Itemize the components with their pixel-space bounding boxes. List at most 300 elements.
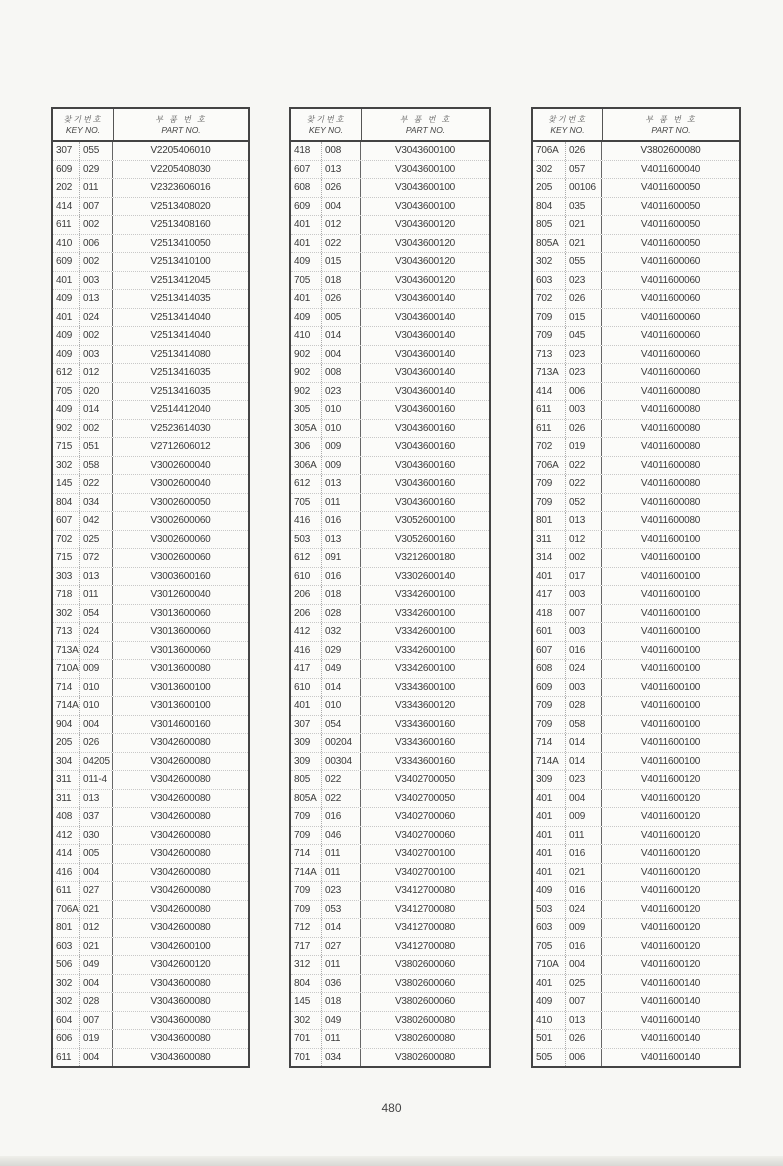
key-no-cell (291, 938, 361, 956)
table-body (533, 142, 739, 1066)
key-no-cell (291, 660, 361, 678)
key-no-cell (53, 568, 113, 586)
key-no-item: 011 (83, 589, 99, 600)
key-no-cell (53, 642, 113, 660)
key-no-cell (533, 346, 602, 364)
part-no-cell: V2513414040 (150, 311, 211, 323)
key-no-item: 012 (325, 219, 342, 230)
key-no-group: 603 (53, 938, 80, 956)
key-no-group: 401 (291, 235, 322, 253)
key-no-cell (291, 383, 361, 401)
table-row (53, 198, 248, 217)
key-no-cell (533, 605, 602, 623)
key-no-item: 023 (569, 274, 586, 286)
key-no-item: 014 (83, 404, 100, 415)
table-body (291, 142, 489, 1066)
key-no-item: 010 (83, 700, 100, 711)
key-no-item: 027 (325, 940, 342, 952)
key-no-item: 028 (325, 607, 342, 619)
part-no-cell: V3042600080 (150, 922, 211, 933)
key-no-item: 006 (569, 1051, 586, 1063)
key-no-item: 019 (83, 1033, 100, 1044)
key-no-cell (291, 919, 361, 937)
part-no-header-kr: 부 품 번 호 (645, 114, 697, 124)
key-no-group: 713 (533, 346, 566, 364)
table-row (533, 790, 739, 809)
table-row (291, 716, 489, 735)
table-row (291, 938, 489, 957)
key-no-group: 205 (533, 179, 566, 197)
key-no-item: 032 (325, 626, 342, 637)
table-row (291, 753, 489, 772)
part-no-cell: V4011600060 (640, 330, 701, 341)
table-row (291, 790, 489, 809)
key-no-cell (53, 1049, 113, 1067)
table-row (291, 401, 489, 420)
key-no-cell (53, 383, 113, 401)
table-row (53, 864, 248, 883)
table-row (291, 420, 489, 439)
part-no-cell: V4011600140 (640, 1014, 701, 1026)
key-no-group: 409 (533, 993, 566, 1011)
table-row (533, 198, 739, 217)
part-no-cell: V4011600080 (640, 496, 701, 508)
part-no-cell: V3043600140 (394, 311, 456, 323)
part-no-cell: V3343600120 (394, 700, 456, 711)
key-no-cell (291, 605, 361, 623)
table-body (53, 142, 248, 1066)
part-no-cell: V2514412040 (150, 404, 211, 415)
key-no-item: 049 (325, 663, 342, 674)
key-no-group: 410 (533, 1012, 566, 1030)
part-no-cell: V2513410100 (150, 256, 211, 267)
key-no-cell (53, 290, 113, 308)
part-no-cell: V3402700050 (394, 792, 456, 804)
key-no-cell (53, 438, 113, 456)
key-no-item: 020 (83, 385, 100, 397)
key-no-group: 702 (533, 438, 566, 456)
part-no-cell: V3302600140 (394, 570, 456, 582)
table-row (53, 179, 248, 198)
key-no-item: 013 (569, 515, 586, 526)
key-no-cell (533, 549, 602, 567)
part-no-cell: V3402700060 (394, 811, 456, 822)
table-row (533, 1012, 739, 1031)
part-no-cell: V4011600100 (640, 589, 701, 600)
part-no-cell: V2523614030 (150, 422, 211, 434)
table-row (533, 346, 739, 365)
table-row (291, 568, 489, 587)
key-no-item: 026 (569, 422, 586, 434)
table-row (291, 512, 489, 531)
key-no-item: 007 (83, 200, 100, 212)
key-no-item: 012 (569, 533, 586, 545)
table-row (533, 734, 739, 753)
key-no-cell (291, 975, 361, 993)
part-no-cell: V3003600160 (150, 570, 211, 582)
part-no-cell: V3002600060 (150, 515, 211, 526)
key-no-item: 004 (325, 348, 342, 360)
key-no-group: 501 (533, 1030, 566, 1048)
part-no-cell: V3002600040 (150, 459, 211, 471)
key-no-group: 705 (53, 383, 80, 401)
table-row (291, 327, 489, 346)
part-no-cell: V2323606016 (150, 182, 211, 193)
key-no-item: 055 (83, 145, 100, 156)
table-row (53, 309, 248, 328)
key-no-item: 042 (83, 515, 100, 526)
key-no-item: 037 (83, 811, 100, 822)
key-no-cell (291, 235, 361, 253)
key-no-group: 145 (53, 475, 80, 493)
key-no-group: 409 (291, 309, 322, 327)
part-no-cell: V2513414080 (150, 348, 211, 360)
key-no-item: 091 (325, 552, 342, 563)
part-no-cell: V3013600100 (150, 700, 211, 711)
part-no-cell: V3013600060 (150, 626, 211, 637)
key-no-cell (291, 679, 361, 697)
key-no-cell (533, 586, 602, 604)
key-no-item: 021 (569, 237, 586, 249)
key-no-group: 706A (53, 901, 80, 919)
key-no-group: 309 (291, 753, 322, 771)
key-no-cell (291, 753, 361, 771)
key-no-cell (53, 919, 113, 937)
key-no-item: 007 (569, 996, 586, 1007)
table-row (533, 1049, 739, 1067)
key-no-cell (533, 882, 602, 900)
table-row (291, 771, 489, 790)
key-no-item: 011 (569, 829, 585, 841)
key-no-item: 022 (325, 237, 342, 249)
part-no-cell: V3343600100 (394, 681, 456, 693)
part-no-cell: V4011600060 (640, 293, 701, 304)
key-no-cell (533, 901, 602, 919)
part-no-cell: V3342600100 (394, 644, 456, 656)
key-no-cell (53, 697, 113, 715)
table-row (53, 975, 248, 994)
key-no-group: 418 (533, 605, 566, 623)
table-row (53, 882, 248, 901)
key-no-group: 805 (291, 771, 322, 789)
key-no-group: 401 (533, 790, 566, 808)
part-no-header-en: PART NO. (651, 124, 691, 135)
key-no-group: 418 (291, 142, 322, 160)
part-no-cell: V4011600080 (640, 515, 701, 526)
key-no-item: 002 (83, 330, 100, 341)
key-no-cell (533, 531, 602, 549)
table-row (533, 568, 739, 587)
key-no-item: 002 (83, 256, 100, 267)
key-no-item: 055 (569, 256, 586, 267)
scan-edge (0, 1156, 783, 1166)
key-no-group: 414 (53, 845, 80, 863)
key-no-group: 409 (53, 401, 80, 419)
key-no-item: 009 (325, 459, 342, 471)
key-no-cell (291, 901, 361, 919)
key-no-item: 006 (83, 237, 100, 249)
part-no-cell: V3043600080 (150, 1051, 211, 1063)
part-no-cell: V4011600060 (640, 256, 701, 267)
key-no-cell (533, 216, 602, 234)
key-no-item: 004 (83, 718, 100, 730)
key-no-cell (291, 697, 361, 715)
table-row (53, 605, 248, 624)
part-no-cell: V3042600080 (150, 792, 211, 804)
key-no-cell (291, 346, 361, 364)
key-no-group: 805A (533, 235, 566, 253)
key-no-cell (53, 198, 113, 216)
part-no-cell: V4011600100 (640, 755, 701, 767)
key-no-cell (291, 198, 361, 216)
key-no-cell (533, 438, 602, 456)
key-no-group: 902 (53, 420, 80, 438)
table-row (533, 808, 739, 827)
table-row (53, 290, 248, 309)
table-row (533, 272, 739, 291)
key-no-group: 714A (291, 864, 322, 882)
part-no-cell: V3802600080 (394, 1014, 456, 1026)
key-no-cell (53, 309, 113, 327)
key-no-item: 025 (83, 533, 100, 545)
table-row (533, 161, 739, 180)
part-no-cell: V3342600100 (394, 589, 456, 600)
key-no-group: 309 (533, 771, 566, 789)
key-no-item: 021 (83, 903, 100, 915)
key-no-cell (291, 364, 361, 382)
key-no-item: 054 (325, 718, 342, 730)
part-no-cell: V4011600080 (640, 404, 701, 415)
table-row (53, 679, 248, 698)
part-no-cell: V3043600120 (394, 237, 456, 249)
key-no-item: 013 (83, 293, 100, 304)
key-no-group: 401 (533, 568, 566, 586)
key-no-group: 503 (291, 531, 322, 549)
key-no-cell (533, 845, 602, 863)
table-row (291, 438, 489, 457)
part-no-cell: V4011600080 (640, 478, 701, 489)
key-no-item: 018 (325, 996, 342, 1007)
key-no-cell (533, 253, 602, 271)
part-no-cell: V3043600080 (150, 996, 211, 1007)
part-no-cell: V3042600080 (150, 903, 211, 915)
key-no-item: 003 (569, 589, 586, 600)
table-row (533, 531, 739, 550)
table-row (291, 1012, 489, 1031)
key-no-cell (533, 272, 602, 290)
part-no-cell: V3043600140 (394, 385, 456, 397)
key-no-cell (291, 272, 361, 290)
part-no-cell: V4011600060 (640, 311, 701, 323)
key-no-cell (533, 235, 602, 253)
key-no-group: 145 (291, 993, 322, 1011)
table-row (53, 790, 248, 809)
key-no-cell (53, 864, 113, 882)
key-no-group: 712 (291, 919, 322, 937)
key-no-cell (53, 845, 113, 863)
part-no-cell: V3043600140 (394, 348, 456, 360)
part-no-cell: V3802600080 (394, 1051, 456, 1063)
part-no-cell: V4011600100 (640, 626, 701, 637)
key-no-item: 026 (569, 293, 586, 304)
key-no-item: 005 (83, 848, 100, 859)
key-no-group: 302 (53, 975, 80, 993)
table-row (53, 1012, 248, 1031)
key-no-item: 011 (325, 496, 341, 508)
part-no-cell: V3343600160 (394, 755, 456, 767)
key-no-item: 028 (569, 700, 586, 711)
key-no-item: 013 (325, 163, 342, 175)
table-row (53, 216, 248, 235)
table-row (533, 290, 739, 309)
part-no-header-kr: 부 품 번 호 (399, 114, 452, 124)
parts-table-2 (289, 107, 491, 1068)
key-no-item: 018 (325, 274, 342, 286)
part-no-cell: V3342600100 (394, 663, 456, 674)
part-no-cell: V3043600080 (150, 977, 211, 989)
key-no-group: 412 (53, 827, 80, 845)
part-no-cell: V4011600050 (640, 237, 701, 249)
key-no-group: 801 (53, 919, 80, 937)
table-row (53, 253, 248, 272)
key-no-item: 004 (83, 866, 100, 878)
key-no-item: 007 (569, 607, 586, 619)
key-no-group: 306A (291, 457, 322, 475)
table-row (291, 179, 489, 198)
part-no-cell: V2712606012 (150, 441, 211, 452)
key-no-cell (53, 253, 113, 271)
table-row (533, 697, 739, 716)
key-no-group: 305 (291, 401, 322, 419)
key-no-item: 018 (325, 589, 342, 600)
key-no-item: 023 (325, 385, 342, 397)
key-no-cell (291, 1049, 361, 1067)
table-row (291, 216, 489, 235)
key-no-item: 009 (569, 922, 586, 933)
part-no-cell: V3402700100 (394, 866, 456, 878)
part-no-cell: V3043600100 (394, 163, 456, 175)
key-no-cell (291, 327, 361, 345)
part-no-header (362, 109, 489, 140)
part-no-cell: V3043600080 (150, 1033, 211, 1044)
key-no-group: 304 (53, 753, 80, 771)
key-no-item: 013 (569, 1014, 586, 1026)
part-no-cell: V3043600120 (394, 256, 456, 267)
part-no-cell: V4011600140 (640, 977, 701, 989)
table-row (533, 938, 739, 957)
part-no-cell: V4011600120 (640, 885, 701, 896)
key-no-header (533, 109, 603, 140)
part-no-cell: V3043600160 (394, 496, 456, 508)
table-row (53, 1030, 248, 1049)
key-no-item: 016 (569, 848, 586, 859)
part-no-cell: V3212600180 (394, 552, 456, 563)
key-no-item: 034 (325, 1051, 342, 1063)
table-header (53, 109, 248, 142)
key-no-item: 003 (569, 626, 586, 637)
table-row (533, 216, 739, 235)
part-no-cell: V4011600060 (640, 367, 701, 378)
key-no-group: 702 (533, 290, 566, 308)
key-no-group: 401 (533, 975, 566, 993)
table-row (291, 956, 489, 975)
key-no-group: 804 (53, 494, 80, 512)
key-no-item: 005 (325, 311, 342, 323)
key-no-item: 004 (83, 1051, 100, 1063)
key-no-item: 014 (325, 922, 342, 933)
key-no-cell (533, 420, 602, 438)
key-no-group: 710A (53, 660, 80, 678)
key-no-cell (53, 734, 113, 752)
key-no-cell (291, 882, 361, 900)
part-no-cell: V4011600120 (640, 940, 701, 952)
key-no-group: 612 (53, 364, 80, 382)
part-no-cell: V3412700080 (394, 885, 456, 896)
key-no-cell (53, 549, 113, 567)
part-no-cell: V3043600100 (394, 200, 456, 212)
key-no-group: 705 (291, 272, 322, 290)
table-row (533, 364, 739, 383)
part-no-cell: V4011600100 (640, 607, 701, 619)
key-no-group: 609 (533, 679, 566, 697)
key-no-group: 801 (533, 512, 566, 530)
part-no-header-en: PART NO. (405, 124, 446, 135)
part-no-cell: V3043600080 (150, 1014, 211, 1026)
key-no-item: 011 (325, 848, 341, 859)
table-row (291, 1049, 489, 1067)
table-row (53, 808, 248, 827)
part-no-cell: V3412700080 (394, 922, 456, 933)
key-no-cell (533, 383, 602, 401)
key-no-item: 003 (569, 681, 586, 693)
key-no-item: 022 (569, 459, 586, 471)
part-no-cell: V3402700060 (394, 829, 456, 841)
table-row (291, 142, 489, 161)
table-row (291, 845, 489, 864)
key-no-group: 601 (533, 623, 566, 641)
table-row (533, 919, 739, 938)
key-no-cell (53, 938, 113, 956)
key-no-group: 309 (291, 734, 322, 752)
part-no-cell: V4011600140 (640, 996, 701, 1007)
part-no-header (603, 109, 739, 140)
key-no-cell (291, 142, 361, 160)
table-row (533, 753, 739, 772)
key-no-group: 401 (533, 845, 566, 863)
table-row (291, 531, 489, 550)
part-no-cell: V2513408160 (150, 219, 211, 230)
table-row (291, 660, 489, 679)
key-no-item: 015 (325, 256, 342, 267)
key-no-group: 416 (291, 642, 322, 660)
key-no-cell (53, 512, 113, 530)
key-no-group: 709 (291, 901, 322, 919)
key-no-item: 054 (83, 607, 100, 619)
key-no-item: 026 (569, 1033, 586, 1044)
table-row (533, 771, 739, 790)
table-row (291, 272, 489, 291)
key-no-cell (291, 549, 361, 567)
key-no-group: 604 (53, 1012, 80, 1030)
key-no-group: 710A (533, 956, 566, 974)
key-no-cell (53, 179, 113, 197)
key-no-group: 311 (53, 790, 80, 808)
table-row (53, 771, 248, 790)
key-no-cell (533, 512, 602, 530)
key-no-group: 603 (533, 919, 566, 937)
key-no-cell (291, 771, 361, 789)
key-no-group: 709 (291, 827, 322, 845)
